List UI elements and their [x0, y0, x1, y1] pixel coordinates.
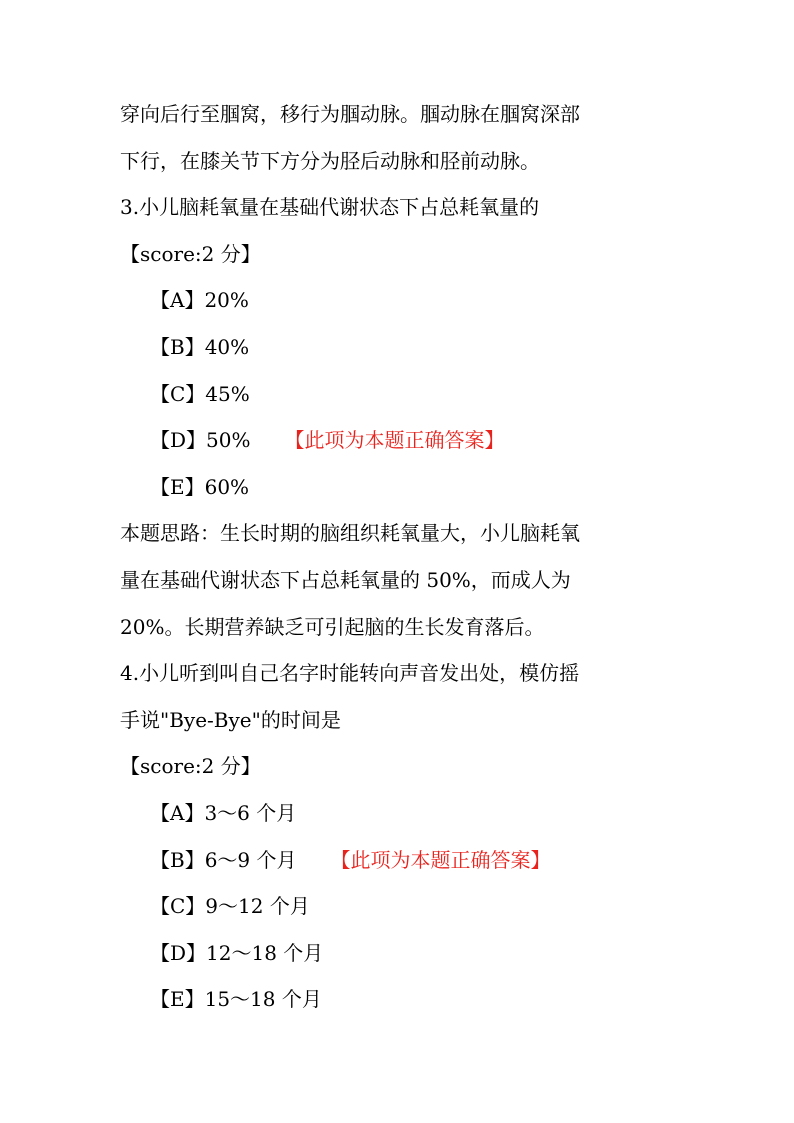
question-score: 【score:2 分】	[120, 241, 261, 266]
explanation-line: 穿向后行至腘窝，移行为腘动脉。腘动脉在腘窝深部	[120, 102, 580, 126]
option-a	[120, 790, 680, 837]
explanation-line: 下行，在膝关节下方分为胫后动脉和胫前动脉。	[120, 148, 540, 173]
correct-answer-tag: 【此项为本题正确答案】	[330, 847, 551, 872]
option-label: 【C】45%	[150, 381, 250, 406]
option-label: 【B】40%	[150, 334, 250, 359]
option-a	[120, 277, 680, 324]
question-stem: 手说"Bye-Bye"的时间是	[120, 707, 341, 732]
option-label: 【D】50%	[150, 428, 251, 453]
option-d	[120, 417, 680, 464]
document-page	[120, 91, 680, 1023]
option-label: 【E】60%	[150, 474, 250, 499]
option-b	[120, 837, 680, 884]
explanation-line: 本题思路：生长时期的脑组织耗氧量大，小儿脑耗氧	[120, 521, 580, 546]
question-stem: 4.小儿听到叫自己名字时能转向声音发出处，模仿摇	[120, 661, 580, 686]
option-d	[120, 930, 680, 977]
option-label: 【E】15～18 个月	[150, 987, 322, 1012]
option-e	[120, 976, 680, 1023]
question-score: 【score:2 分】	[120, 754, 261, 779]
option-label: 【D】12～18 个月	[150, 940, 324, 965]
option-label: 【A】20%	[150, 288, 249, 313]
question-stem: 3.小儿脑耗氧量在基础代谢状态下占总耗氧量的	[120, 195, 540, 220]
option-label: 【C】9～12 个月	[150, 894, 310, 919]
option-e	[120, 464, 680, 511]
option-c	[120, 371, 680, 418]
correct-answer-tag: 【此项为本题正确答案】	[284, 428, 505, 453]
explanation-line: 量在基础代谢状态下占总耗氧量的 50%，而成人为	[120, 567, 571, 592]
option-label: 【A】3～6 个月	[150, 800, 297, 825]
explanation-line: 20%。长期营养缺乏可引起脑的生长发育落后。	[120, 614, 545, 639]
option-c	[120, 883, 680, 930]
option-label: 【B】6～9 个月	[150, 847, 297, 872]
option-b	[120, 324, 680, 371]
